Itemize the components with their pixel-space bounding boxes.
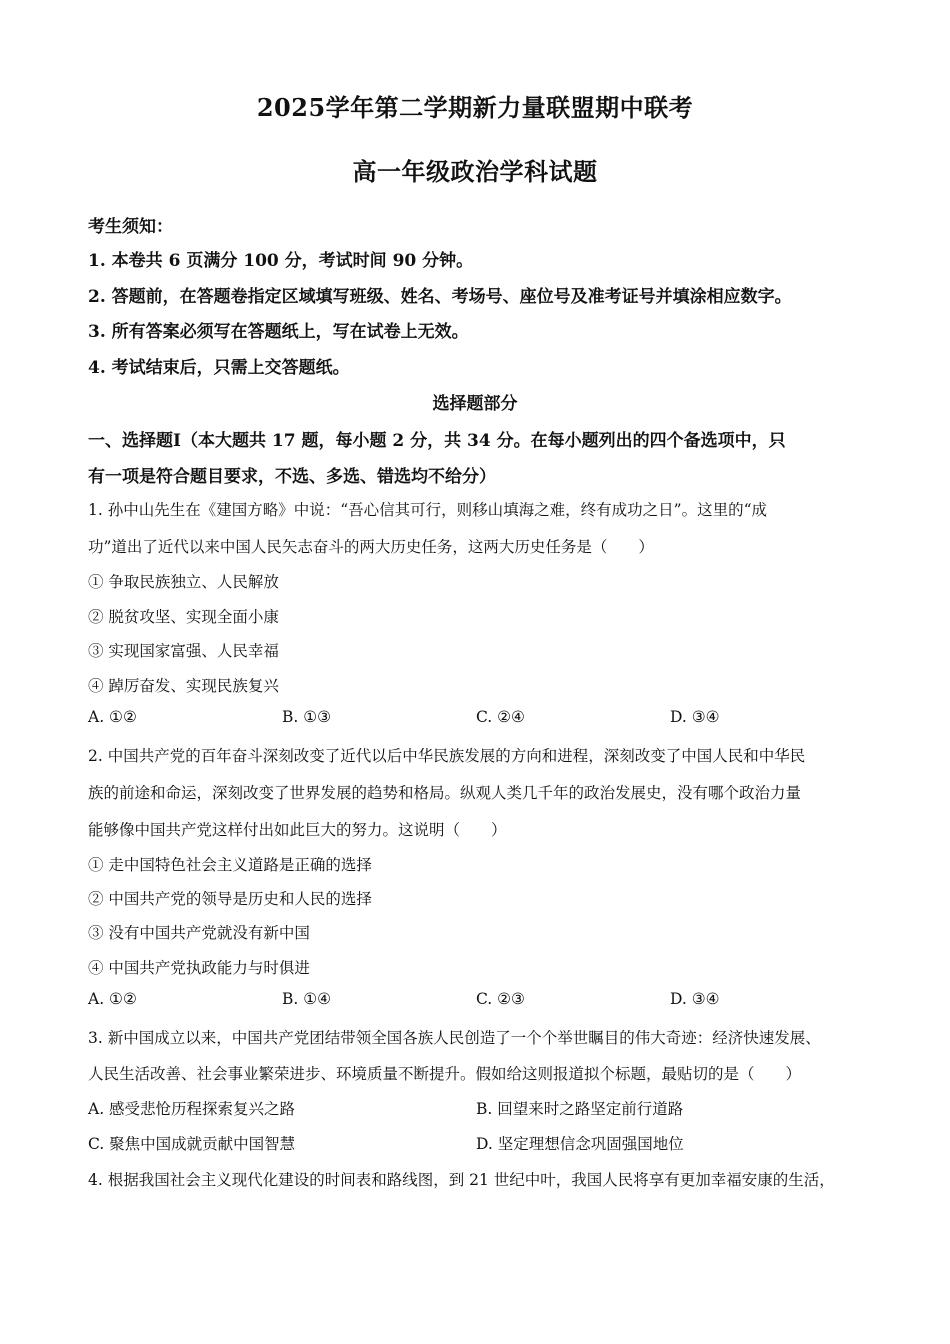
question-2-option-a: A. ①② [88, 990, 137, 1008]
exam-subtitle: 高一年级政治学科试题 [352, 157, 598, 186]
question-2-stem: 族的前途和命运，深刻改变了世界发展的趋势和格局。纵观人类几千年的政治发展史，没有哪个政治力量 [88, 784, 802, 802]
question-2-stem: 能够像中国共产党这样付出如此巨大的努力。这说明（ ） [88, 821, 507, 839]
question-3-stem: 3. 新中国成立以来，中国共产党团结带领全国各族人民创造了一个个举世瞩目的伟大奇迹：经济快速发展、 [88, 1029, 821, 1047]
question-2-item: ④ 中国共产党执政能力与时俱进 [88, 959, 310, 977]
question-1-option-c: C. ②④ [476, 708, 525, 726]
question-3-option-a: A. 感受悲怆历程探索复兴之路 [88, 1100, 296, 1118]
notice-heading: 考生须知： [88, 217, 173, 237]
question-2-item: ③ 没有中国共产党就没有新中国 [88, 924, 310, 942]
question-3-option-d: D. 坚定理想信念巩固强国地位 [476, 1135, 684, 1153]
question-1-stem: 功”道出了近代以来中国人民矢志奋斗的两大历史任务，这两大历史任务是（ ） [88, 538, 654, 556]
question-1-item: ③ 实现国家富强、人民幸福 [88, 642, 279, 660]
notice-item: 1. 本卷共 6 页满分 100 分，考试时间 90 分钟。 [88, 251, 474, 271]
notice-item: 2. 答题前，在答题卷指定区域填写班级、姓名、考场号、座位号及准考证号并填涂相应数字。 [88, 287, 792, 307]
question-2-stem: 2. 中国共产党的百年奋斗深刻改变了近代以后中华民族发展的方向和进程，深刻改变了中国人民和中华民 [88, 747, 806, 765]
notice-item: 3. 所有答案必须写在答题纸上，写在试卷上无效。 [88, 322, 469, 342]
question-1-option-a: A. ①② [88, 708, 137, 726]
exam-title: 2025学年第二学期新力量联盟期中联考 [256, 93, 694, 122]
question-1-item: ④ 踔厉奋发、实现民族复兴 [88, 677, 279, 695]
question-2-option-b: B. ①④ [282, 990, 332, 1008]
part-heading-line2: 有一项是符合题目要求，不选、多选、错选均不给分） [88, 467, 496, 487]
question-1-item: ② 脱贫攻坚、实现全面小康 [88, 608, 279, 626]
notice-item: 4. 考试结束后，只需上交答题纸。 [88, 358, 350, 378]
question-1-option-d: D. ③④ [670, 708, 720, 726]
part-heading-line1: 一、选择题Ⅰ（本大题共 17 题，每小题 2 分，共 34 分。在每小题列出的四个备选项中，只 [88, 431, 786, 451]
question-1-stem: 1. 孙中山先生在《建国方略》中说：“吾心信其可行，则移山填海之难，终有成功之日”。这里的“成 [88, 501, 767, 519]
question-3-option-b: B. 回望来时之路坚定前行道路 [476, 1100, 684, 1118]
question-2-item: ① 走中国特色社会主义道路是正确的选择 [88, 856, 372, 874]
question-1-item: ① 争取民族独立、人民解放 [88, 573, 279, 591]
section-title: 选择题部分 [432, 394, 518, 414]
question-4-stem: 4. 根据我国社会主义现代化建设的时间表和路线图，到 21 世纪中叶，我国人民将享有更加幸福安康的生活， [88, 1171, 835, 1189]
question-3-stem: 人民生活改善、社会事业繁荣进步、环境质量不断提升。假如给这则报道拟个标题，最贴切的是（ ） [88, 1065, 802, 1083]
question-3-option-c: C. 聚焦中国成就贡献中国智慧 [88, 1135, 296, 1153]
question-2-item: ② 中国共产党的领导是历史和人民的选择 [88, 890, 372, 908]
question-2-option-d: D. ③④ [670, 990, 720, 1008]
question-1-option-b: B. ①③ [282, 708, 332, 726]
question-2-option-c: C. ②③ [476, 990, 525, 1008]
